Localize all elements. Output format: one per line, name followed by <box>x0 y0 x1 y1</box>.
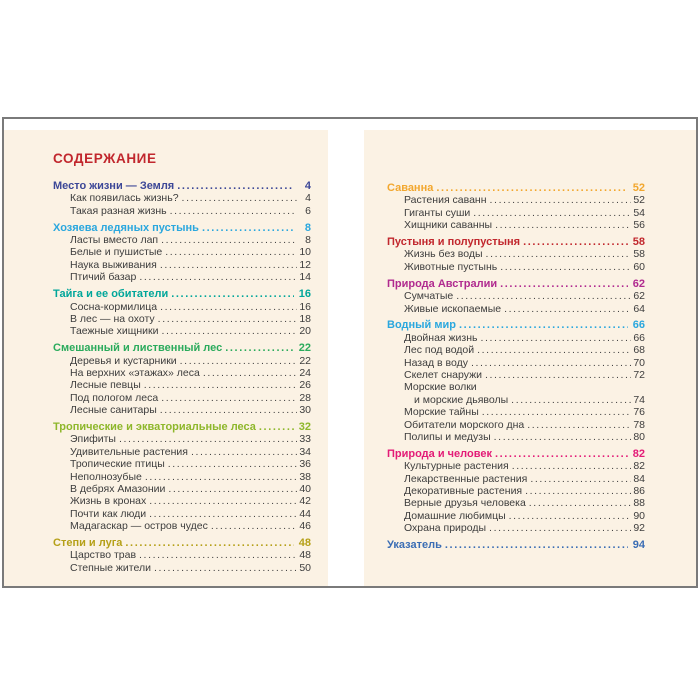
toc-entry-label: На верхних «этажах» леса <box>70 366 200 379</box>
toc-page-number: 40 <box>299 482 311 495</box>
toc-entry-label: Почти как люди <box>70 507 147 520</box>
toc-section-header <box>53 222 311 234</box>
toc-page-number: 66 <box>633 331 645 344</box>
toc-page-number: 72 <box>633 368 645 381</box>
toc-page-number: 52 <box>632 182 645 194</box>
toc-section-header <box>53 342 311 354</box>
toc-entry <box>53 508 311 520</box>
toc-entry-label: Хищники саванны <box>404 219 493 232</box>
toc-page-number: 44 <box>299 507 311 520</box>
toc-entry-label: Степные жители <box>70 561 151 574</box>
toc-section <box>387 278 645 315</box>
toc-entry <box>53 433 311 445</box>
toc-entry-label: Жизнь в кронах <box>70 495 147 508</box>
toc-page-number: 4 <box>304 180 311 192</box>
toc-page-number: 34 <box>299 445 311 458</box>
toc-entry-label: Лекарственные растения <box>404 472 528 485</box>
toc-entry-label: Жизнь без воды <box>404 248 483 261</box>
dot-leader <box>199 222 294 234</box>
dot-leader <box>177 355 297 367</box>
toc-entry-label: Указатель <box>387 539 442 552</box>
toc-page-number: 70 <box>633 356 645 369</box>
toc-section <box>387 182 645 232</box>
toc-entry-label: В дебрях Амазонии <box>70 482 166 495</box>
toc-section <box>53 342 311 416</box>
toc-page-number: 54 <box>633 206 645 219</box>
toc-section <box>53 180 311 217</box>
toc-entry <box>53 246 311 258</box>
dot-leader <box>527 473 631 485</box>
toc-page-number: 16 <box>298 288 311 301</box>
dot-leader <box>157 301 297 313</box>
toc-section-header <box>387 319 645 331</box>
toc-section-header <box>387 278 645 290</box>
toc-entry-label: Тропические и экваториальные леса <box>53 421 256 434</box>
toc-section <box>53 421 311 533</box>
toc-entry <box>53 483 311 495</box>
toc-page-number: 14 <box>299 271 311 284</box>
dot-leader <box>122 537 294 549</box>
toc-entry-label: Деревья и кустарники <box>70 354 177 367</box>
toc-section <box>387 539 645 551</box>
toc-section-header <box>53 180 311 192</box>
toc-page-number: 16 <box>299 300 311 313</box>
toc-entry <box>53 379 311 391</box>
toc-page-number: 82 <box>632 447 645 460</box>
toc-section-header <box>387 236 645 248</box>
toc-entry <box>387 248 645 260</box>
toc-page-number: 6 <box>305 204 311 217</box>
toc-entry-label: Белые и пушистые <box>70 246 163 259</box>
toc-entry-label: Растения саванн <box>404 194 487 207</box>
toc-entry-label: Тайга и ее обитатели <box>53 288 169 301</box>
dot-leader <box>491 431 631 443</box>
toc-entry-label: Культурные растения <box>404 460 509 473</box>
toc-section-header <box>53 421 311 433</box>
toc-section <box>387 236 645 273</box>
toc-page-number: 24 <box>299 366 311 379</box>
toc-section-header <box>53 537 311 549</box>
dot-leader <box>174 180 294 192</box>
toc-page-number: 62 <box>633 290 645 303</box>
toc-page-number: 33 <box>299 433 311 446</box>
toc-entry-label: Под пологом леса <box>70 391 159 404</box>
dot-leader <box>486 522 631 534</box>
toc-entry <box>53 313 311 325</box>
toc-entry <box>53 471 311 483</box>
toc-entry-label: Животные пустынь <box>404 260 498 273</box>
toc-section <box>53 222 311 284</box>
dot-leader <box>162 246 297 258</box>
toc-entry <box>53 355 311 367</box>
toc-entry-label: Двойная жизнь <box>404 331 478 344</box>
toc-entry <box>53 367 311 379</box>
toc-section-header <box>387 448 645 460</box>
toc-page-number: 12 <box>299 258 311 271</box>
toc-entry <box>387 303 645 315</box>
toc-entry <box>387 332 645 344</box>
toc-entry-label: Наука выживания <box>70 258 157 271</box>
dot-leader <box>158 392 297 404</box>
toc-entry <box>53 446 311 458</box>
toc-entry-label: Удивительные растения <box>70 445 188 458</box>
toc-entry <box>53 458 311 470</box>
toc-page-number: 82 <box>633 460 645 473</box>
toc-page-number: 88 <box>633 497 645 510</box>
toc-entry-label: Декоративные растения <box>404 484 523 497</box>
toc-entry-label: Мадагаскар — остров чудес <box>70 520 208 533</box>
toc-entry <box>387 357 645 369</box>
toc-entry-label: Морские тайны <box>404 406 479 419</box>
toc-entry-label: Живые ископаемые <box>404 302 502 315</box>
toc-entry-label: Таежные хищники <box>70 325 159 338</box>
toc-entry-label: Такая разная жизнь <box>70 204 167 217</box>
toc-entry-label: Сосна-кормилица <box>70 300 158 313</box>
toc-entry-label: Хозяева ледяных пустынь <box>53 221 199 234</box>
dot-leader <box>157 259 297 271</box>
toc-entry <box>53 392 311 404</box>
toc-entry <box>387 261 645 273</box>
dot-leader <box>497 278 628 290</box>
toc-page-number: 26 <box>299 379 311 392</box>
toc-page-number: 8 <box>305 234 311 247</box>
toc-entry <box>387 510 645 522</box>
toc-entry-label: Неполнозубые <box>70 470 142 483</box>
dot-leader <box>188 446 297 458</box>
dot-leader <box>474 344 631 356</box>
toc-entry <box>53 404 311 416</box>
toc-entry-label: Птичий базар <box>70 271 137 284</box>
toc-left-column <box>53 180 311 579</box>
toc-entry <box>387 419 645 431</box>
toc-page-number: 64 <box>633 302 645 315</box>
dot-leader <box>116 433 297 445</box>
dot-leader <box>478 332 632 344</box>
toc-entry-label: Смешанный и лиственный лес <box>53 342 223 355</box>
toc-page-number: 48 <box>298 537 311 550</box>
toc-page-number: 58 <box>632 236 645 249</box>
dot-leader <box>470 207 631 219</box>
toc-entry <box>53 234 311 246</box>
dot-leader <box>497 261 631 273</box>
toc-page-number: 62 <box>632 277 645 290</box>
dot-leader <box>142 471 297 483</box>
book-spread <box>2 117 698 588</box>
toc-entry-label: Лес под водой <box>404 344 475 357</box>
dot-leader <box>492 448 628 460</box>
toc-entry-label: Сумчатые <box>404 290 454 303</box>
toc-page-number: 10 <box>299 246 311 259</box>
toc-entry-label: Лесные певцы <box>70 379 141 392</box>
toc-entry-label: Эпифиты <box>70 433 116 446</box>
toc-entry <box>387 369 645 381</box>
book-gutter <box>328 130 364 586</box>
toc-entry <box>387 290 645 302</box>
toc-section-header <box>387 182 645 194</box>
right-page <box>364 130 696 586</box>
dot-leader <box>167 205 297 217</box>
toc-section <box>387 319 645 443</box>
toc-entry <box>53 271 311 283</box>
dot-leader <box>136 549 297 561</box>
toc-page-number: 50 <box>299 561 311 574</box>
dot-leader <box>442 539 628 551</box>
toc-entry-label: Природа и человек <box>387 447 492 460</box>
toc-entry-label: Ласты вместо лап <box>70 234 159 247</box>
toc-entry-label: В лес — на охоту <box>70 312 155 325</box>
toc-page-number: 22 <box>298 342 311 355</box>
toc-section <box>53 537 311 574</box>
toc-section-header <box>387 539 645 551</box>
dot-leader <box>168 288 294 300</box>
toc-page-number: 42 <box>299 495 311 508</box>
toc-entry-label: Природа Австралии <box>387 277 498 290</box>
toc-page-number: 92 <box>633 522 645 535</box>
dot-leader <box>157 404 297 416</box>
dot-leader <box>146 495 297 507</box>
toc-entry <box>387 406 645 418</box>
toc-page-number: 22 <box>299 354 311 367</box>
toc-section <box>53 288 311 338</box>
dot-leader <box>256 421 294 433</box>
page-title: СОДЕРЖАНИЕ <box>53 151 157 166</box>
toc-page-number: 68 <box>633 344 645 357</box>
toc-entry <box>387 194 645 206</box>
toc-page-number: 52 <box>633 194 645 207</box>
toc-page-number: 66 <box>632 319 645 332</box>
dot-leader <box>165 458 297 470</box>
toc-entry <box>387 485 645 497</box>
toc-entry <box>53 520 311 532</box>
toc-entry-label: Пустыня и полупустыня <box>387 236 521 249</box>
toc-entry-label: Как появилась жизнь? <box>70 192 179 205</box>
dot-leader <box>526 497 631 509</box>
toc-entry <box>53 205 311 217</box>
toc-page-number: 46 <box>299 520 311 533</box>
toc-entry <box>53 562 311 574</box>
toc-entry-label: Верные друзья человека <box>404 497 526 510</box>
toc-entry-label: Морские волки <box>404 381 477 394</box>
dot-leader <box>506 510 631 522</box>
dot-leader <box>165 483 297 495</box>
toc-entry-label: и морские дьяволы <box>414 393 509 406</box>
dot-leader <box>479 406 631 418</box>
dot-leader <box>508 394 631 406</box>
toc-entry <box>387 460 645 472</box>
toc-page-number: 86 <box>633 484 645 497</box>
dot-leader <box>524 419 631 431</box>
toc-section <box>387 448 645 535</box>
dot-leader <box>222 342 294 354</box>
toc-entry-label: Саванна <box>387 182 434 194</box>
dot-leader <box>522 485 631 497</box>
dot-leader <box>179 192 297 204</box>
dot-leader <box>456 319 628 331</box>
toc-entry <box>387 344 645 356</box>
left-page <box>4 130 328 586</box>
toc-page-number: 78 <box>633 418 645 431</box>
toc-entry-label: Домашние любимцы <box>404 509 506 522</box>
dot-leader <box>453 290 631 302</box>
toc-page-number: 80 <box>633 430 645 443</box>
toc-page-number: 8 <box>304 221 311 234</box>
toc-entry <box>387 522 645 534</box>
toc-page-number: 38 <box>299 470 311 483</box>
dot-leader <box>492 219 631 231</box>
toc-page-number: 84 <box>633 472 645 485</box>
dot-leader <box>158 234 297 246</box>
dot-leader <box>433 182 628 194</box>
dot-leader <box>509 460 631 472</box>
toc-page-number: 18 <box>299 312 311 325</box>
toc-page-number: 58 <box>633 248 645 261</box>
toc-page-number: 36 <box>299 458 311 471</box>
dot-leader <box>141 379 297 391</box>
dot-leader <box>482 369 631 381</box>
dot-leader <box>208 520 297 532</box>
toc-entry-label: Тропические птицы <box>70 458 165 471</box>
toc-entry-label: Царство трав <box>70 549 137 562</box>
dot-leader <box>146 508 297 520</box>
toc-entry <box>53 192 311 204</box>
toc-entry <box>387 497 645 509</box>
toc-page-number: 74 <box>633 393 645 406</box>
dot-leader <box>200 367 297 379</box>
toc-entry <box>53 325 311 337</box>
dot-leader <box>501 303 631 315</box>
toc-page-number: 20 <box>299 325 311 338</box>
dot-leader <box>483 248 631 260</box>
toc-entry-label: Степи и луга <box>53 537 123 550</box>
toc-entry <box>387 473 645 485</box>
toc-entry-label: Водный мир <box>387 319 456 332</box>
toc-entry-label: Назад в воду <box>404 356 468 369</box>
toc-page-number: 60 <box>633 260 645 273</box>
toc-entry-label: Гиганты суши <box>404 206 471 219</box>
toc-entry-label: Место жизни — Земля <box>53 180 175 192</box>
toc-entry <box>387 394 645 406</box>
toc-page-number: 76 <box>633 406 645 419</box>
toc-page-number: 30 <box>299 404 311 417</box>
toc-entry <box>387 431 645 443</box>
toc-entry <box>53 301 311 313</box>
toc-entry-label: Охрана природы <box>404 522 487 535</box>
toc-page-number: 32 <box>298 421 311 434</box>
toc-page-number: 28 <box>299 391 311 404</box>
toc-entry <box>387 219 645 231</box>
dot-leader <box>136 271 297 283</box>
dot-leader <box>468 357 631 369</box>
toc-entry <box>53 549 311 561</box>
toc-page-number: 56 <box>633 219 645 232</box>
dot-leader <box>520 236 628 248</box>
toc-entry-label: Полипы и медузы <box>404 430 491 443</box>
toc-entry <box>387 381 645 393</box>
toc-right-column <box>387 182 645 556</box>
toc-entry <box>53 495 311 507</box>
toc-page-number: 4 <box>305 192 311 205</box>
toc-page-number: 48 <box>299 549 311 562</box>
dot-leader <box>159 325 297 337</box>
toc-entry-label: Лесные санитары <box>70 404 157 417</box>
toc-section-header <box>53 288 311 300</box>
dot-leader <box>151 562 297 574</box>
toc-entry <box>387 207 645 219</box>
toc-page-number: 90 <box>633 509 645 522</box>
toc-entry <box>53 259 311 271</box>
toc-page-number: 94 <box>632 539 645 552</box>
dot-leader <box>487 194 631 206</box>
toc-entry-label: Скелет снаружи <box>404 368 482 381</box>
dot-leader <box>155 313 297 325</box>
toc-entry-label: Обитатели морского дна <box>404 418 525 431</box>
